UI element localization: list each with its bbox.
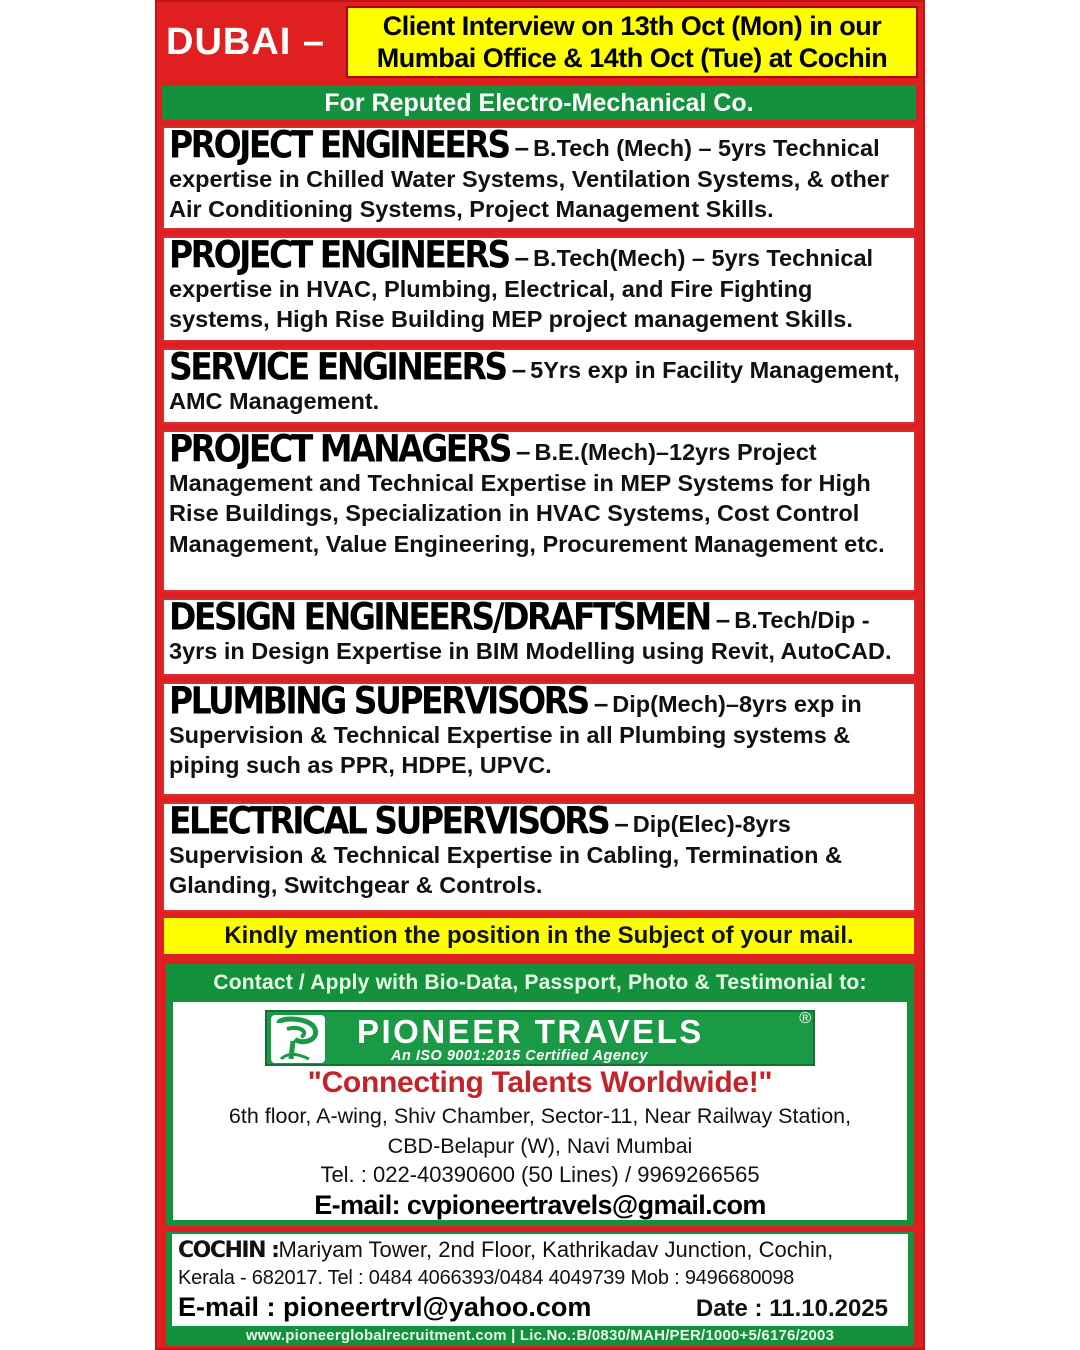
job-description: B.Tech (Mech) – 5yrs Technical expertise in Chilled Water Systems, Ventilation Systems, & other Air Conditioning Systems, Project Management Skills. <box>169 135 890 222</box>
cochin-office-section <box>166 1232 914 1346</box>
job-description: Dip(Mech)–8yrs exp in Supervision & Technical Expertise in all Plumbing systems & piping such as PPR, HDPE, UPVC. <box>169 691 862 778</box>
job-title: DESIGN ENGINEERS/DRAFTSMEN <box>169 598 710 639</box>
job-description: Dip(Elec)-8yrs Supervision & Technical Expertise in Cabling, Termination & Glanding, Switchgear & Controls. <box>169 811 842 898</box>
phone-numbers: Tel. : 022-40390600 (50 Lines) / 9969266565 <box>320 1162 760 1187</box>
contact-card <box>173 1002 907 1220</box>
website-license-footer: www.pioneerglobalrecruitment.com | Lic.No.:B/0830/MAH/PER/1000+5/6176/2003 <box>245 1327 835 1344</box>
job-description: B.Tech/Dip - 3yrs in Design Expertise in BIM Modelling using Revit, AutoCAD. <box>169 607 892 664</box>
pioneer-travels-logo-icon <box>271 1015 325 1063</box>
location-heading: DUBAI – <box>158 5 346 79</box>
job-title: PROJECT ENGINEERS <box>169 236 509 277</box>
registered-mark: ® <box>799 1010 811 1027</box>
contact-section <box>166 964 914 1226</box>
posting-date: Date : 11.10.2025 <box>695 1295 888 1322</box>
agency-slogan: "Connecting Talents Worldwide!" <box>307 1066 773 1099</box>
job-description: 5Yrs exp in Facility Management, AMC Management. <box>169 357 900 414</box>
cochin-label: COCHIN : <box>178 1238 279 1263</box>
contact-heading: Contact / Apply with Bio-Data, Passport, Photo & Testimonial to: <box>213 971 867 994</box>
address-line: 6th floor, A-wing, Shiv Chamber, Sector-11, Near Railway Station, <box>228 1104 852 1128</box>
agency-name: PIONEER TRAVELS <box>357 1013 704 1050</box>
cochin-card <box>172 1234 908 1326</box>
job-description: B.E.(Mech)–12yrs Project Management and Technical Expertise in MEP Systems for High Rise Buildings, Specialization in HVAC Systems, Cost Control Management, Value Engineering, Procurement Management etc. <box>169 439 885 557</box>
job-listing: SERVICE ENGINEERS – 5Yrs exp in Facility Management, AMC Management. <box>162 348 916 424</box>
interview-line-2: Mumbai Office & 14th Oct (Tue) at Cochin <box>376 43 888 73</box>
agency-tagline: An ISO 9001:2015 Certified Agency <box>391 1048 648 1064</box>
job-listing: PROJECT ENGINEERS – B.Tech(Mech) – 5yrs Technical expertise in HVAC, Plumbing, Electrical, and Fire Fighting systems, High Rise Building MEP project management Skills. <box>162 236 916 342</box>
cochin-contact-numbers: Kerala - 682017. Tel : 0484 4066393/0484 4049739 Mob : 9496680098 <box>178 1267 795 1289</box>
agency-logo-banner <box>265 1010 815 1066</box>
job-listing: PROJECT MANAGERS – B.E.(Mech)–12yrs Project Management and Technical Expertise in MEP Systems for High Rise Buildings, Specialization in HVAC Systems, Cost Control Management, Value Engineering, Procurement Management etc. <box>162 430 916 592</box>
interview-banner <box>346 6 918 78</box>
cochin-email: E-mail : pioneertrvl@yahoo.com <box>178 1292 592 1322</box>
job-title: PLUMBING SUPERVISORS <box>169 682 588 723</box>
job-title: ELECTRICAL SUPERVISORS <box>169 802 609 843</box>
job-listing: ELECTRICAL SUPERVISORS – Dip(Elec)-8yrs Supervision & Technical Expertise in Cabling, Termination & Glanding, Switchgear & Controls. <box>162 802 916 912</box>
cochin-address: Mariyam Tower, 2nd Floor, Kathrikadav Junction, Cochin, <box>278 1237 834 1262</box>
company-banner: For Reputed Electro-Mechanical Co. <box>162 86 916 120</box>
subject-notice: Kindly mention the position in the Subject of your mail. <box>164 918 914 954</box>
job-title: SERVICE ENGINEERS <box>169 348 506 389</box>
job-listing: DESIGN ENGINEERS/DRAFTSMEN – B.Tech/Dip - 3yrs in Design Expertise in BIM Modelling using Revit, AutoCAD. <box>162 598 916 676</box>
interview-line-1: Client Interview on 13th Oct (Mon) in our <box>382 11 882 41</box>
job-listing: PROJECT ENGINEERS – B.Tech (Mech) – 5yrs Technical expertise in Chilled Water Systems, Ventilation Systems, & other Air Conditioning Systems, Project Management Skills. <box>162 126 916 230</box>
address-line: CBD-Belapur (W), Navi Mumbai <box>387 1134 693 1158</box>
mumbai-email: E-mail: cvpioneertravels@gmail.com <box>314 1190 766 1220</box>
job-title: PROJECT ENGINEERS <box>169 126 509 167</box>
job-description: B.Tech(Mech) – 5yrs Technical expertise in HVAC, Plumbing, Electrical, and Fire Fighting systems, High Rise Building MEP project management Skills. <box>169 245 874 332</box>
job-listing: PLUMBING SUPERVISORS – Dip(Mech)–8yrs exp in Supervision & Technical Expertise in all Plumbing systems & piping such as PPR, HDPE, UPVC. <box>162 682 916 796</box>
job-title: PROJECT MANAGERS <box>169 430 511 471</box>
